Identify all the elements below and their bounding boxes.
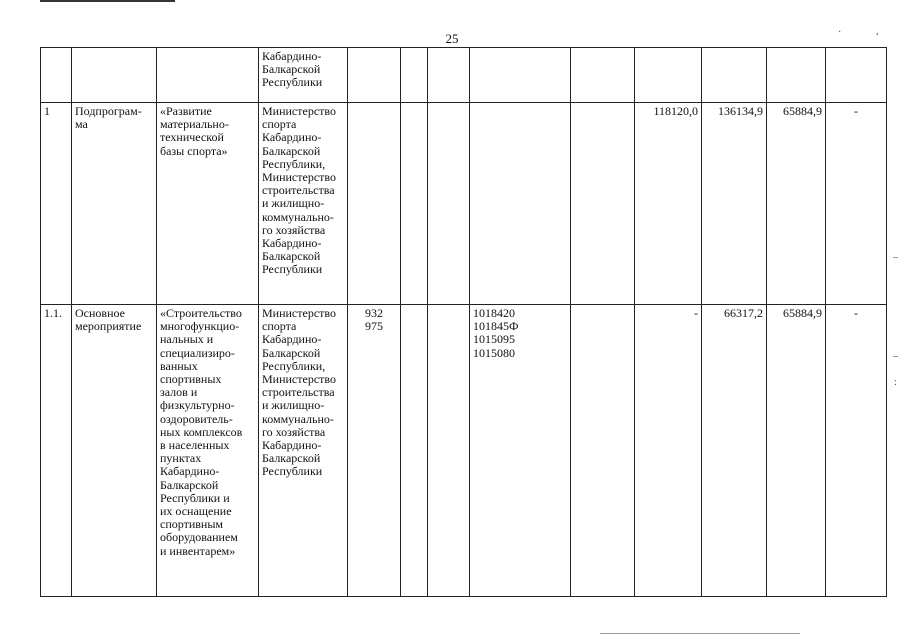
cell-name: [157, 48, 259, 103]
program-table: [40, 47, 887, 597]
cell-year-2: [702, 48, 767, 103]
cell-number: 1: [41, 103, 72, 305]
cell-name: «Развитие материально- технической базы спорта»: [157, 103, 259, 305]
cell-vr: [571, 103, 635, 305]
cell-year-3: 65884,9: [767, 103, 826, 305]
cell-status: [72, 48, 157, 103]
scan-speck: –: [893, 351, 898, 362]
cell-year-2: 136134,9: [702, 103, 767, 305]
cell-rzpr: [401, 103, 428, 305]
cell-year-1: [635, 48, 702, 103]
cell-year-4: [826, 48, 887, 103]
cell-empty: [428, 48, 470, 103]
cell-year-3: [767, 48, 826, 103]
cell-year-1: -: [635, 305, 702, 597]
cell-year-1: 118120,0: [635, 103, 702, 305]
table-row: [41, 103, 887, 305]
cell-empty: [428, 305, 470, 597]
scan-speck: :: [894, 377, 897, 388]
scan-speck: ·: [838, 27, 842, 38]
cell-empty: [428, 103, 470, 305]
cell-number: 1.1.: [41, 305, 72, 597]
cell-grbs: [348, 103, 401, 305]
cell-grbs: 932 975: [348, 305, 401, 597]
cell-year-4: -: [826, 103, 887, 305]
cell-grbs: [348, 48, 401, 103]
scan-speck: –: [893, 252, 898, 263]
cell-responsible: Министерство спорта Кабардино- Балкарской Республики, Министерство строительства и жилищно- коммунально- го хозяйства Кабардино- Балкарской Республики: [259, 305, 348, 597]
cell-responsible: Кабардино- Балкарской Республики: [259, 48, 348, 103]
page-number: 25: [445, 31, 459, 46]
cell-status: Основное мероприятие: [72, 305, 157, 597]
cell-year-2: 66317,2: [702, 305, 767, 597]
cell-csr: [470, 103, 571, 305]
cell-vr: [571, 305, 635, 597]
cell-responsible: Министерство спорта Кабардино- Балкарской Республики, Министерство строительства и жилищно- коммунально- го хозяйства Кабардино- Балкарской Республики: [259, 103, 348, 305]
scan-speck: ,: [876, 26, 879, 37]
cell-csr: 1018420 101845Ф 1015095 1015080: [470, 305, 571, 597]
cell-name: «Строительство многофункцио- нальных и специализиро- ванных спортивных залов и физкультурно- оздоровитель- ных комплексов в населенных пунктах Кабардино- Балкарской Республики и их оснащение спортивным оборудованием и инвентарем»: [157, 305, 259, 597]
cell-status: Подпрограм- ма: [72, 103, 157, 305]
scan-artifact-top-left: [40, 0, 175, 2]
cell-csr: [470, 48, 571, 103]
cell-rzpr: [401, 48, 428, 103]
cell-vr: [571, 48, 635, 103]
table-row: [41, 305, 887, 597]
cell-year-3: 65884,9: [767, 305, 826, 597]
cell-number: [41, 48, 72, 103]
table-row: [41, 48, 887, 103]
cell-year-4: -: [826, 305, 887, 597]
scan-artifact-bottom-right: [600, 633, 800, 634]
cell-rzpr: [401, 305, 428, 597]
